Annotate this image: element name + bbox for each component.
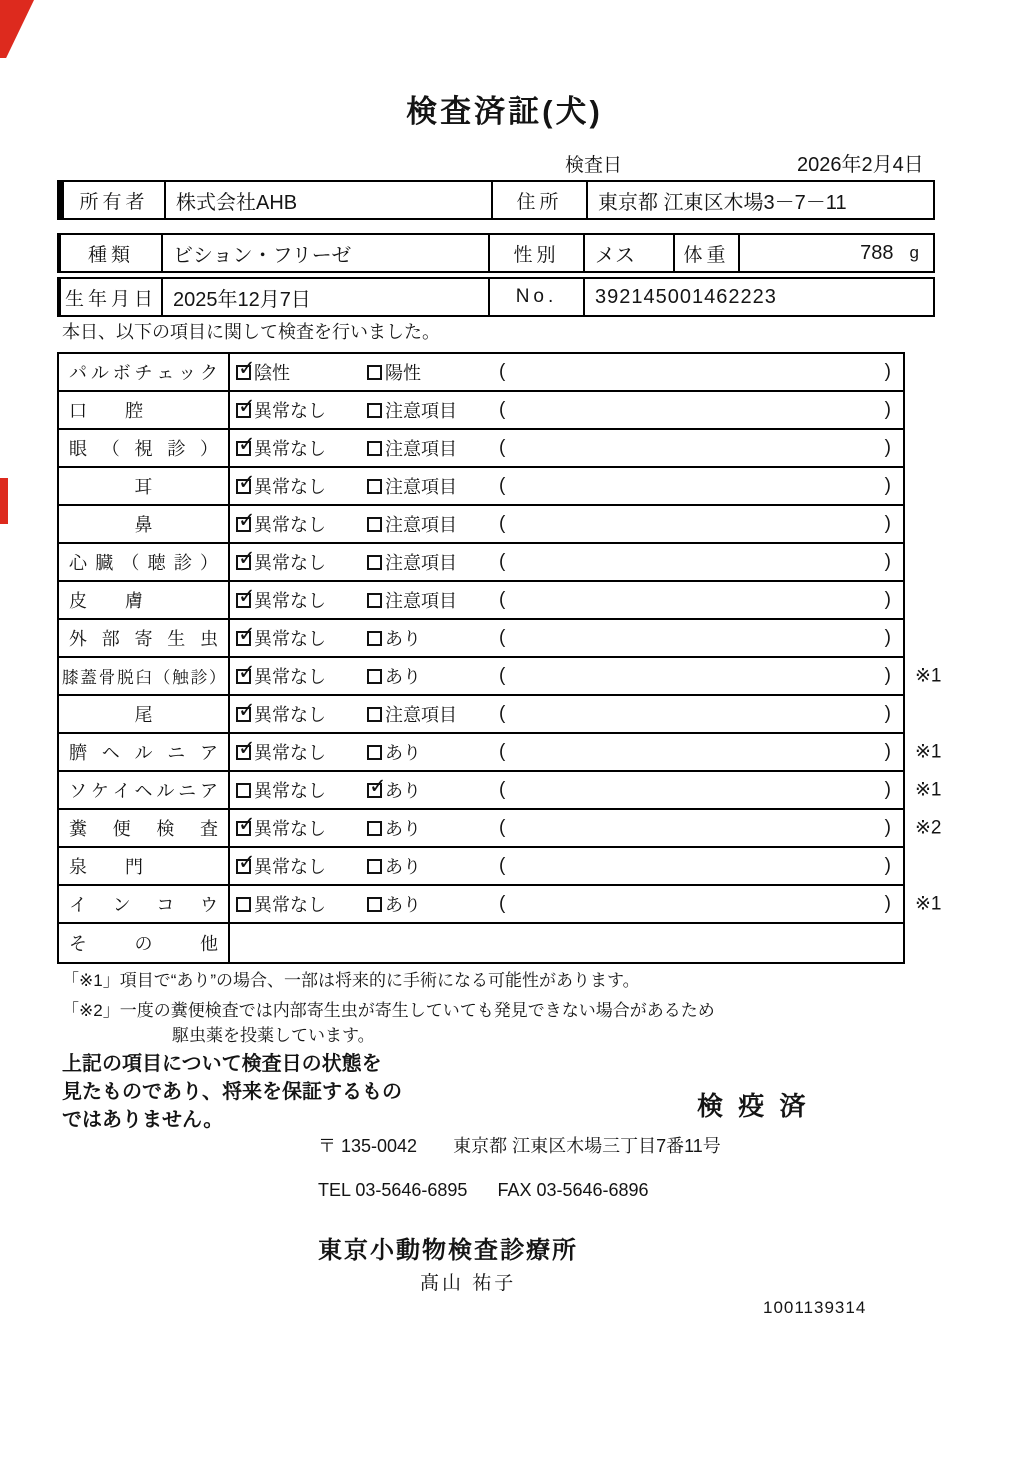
exam-option — [236, 660, 326, 689]
result-paren-open: ( — [499, 627, 506, 648]
checkbox-checked-icon: ✓ — [238, 850, 256, 874]
exam-option — [367, 549, 457, 575]
exam-row-body — [230, 772, 903, 808]
sex-value: メス — [585, 235, 675, 271]
exam-item-label: 心 臓 （ 聴 診 ） — [59, 544, 230, 580]
exam-option — [367, 891, 421, 917]
exam-table — [57, 352, 942, 964]
result-paren-close: ) — [884, 475, 891, 496]
exam-option-label: あり — [385, 819, 421, 839]
exam-row-14 — [59, 848, 903, 886]
exam-row-body — [230, 468, 903, 504]
checkbox-unchecked-icon — [367, 745, 382, 760]
exam-item-label: 口 腔 — [59, 392, 230, 428]
checkbox-unchecked-icon — [367, 897, 382, 912]
exam-item-label: 臍 ヘ ル ニ ア — [59, 734, 230, 770]
exam-option-label: あり — [385, 667, 421, 687]
exam-row-body — [230, 506, 903, 542]
exam-option — [367, 511, 457, 537]
exam-row-8 — [59, 620, 903, 658]
exam-row-1 — [59, 354, 903, 392]
exam-option — [367, 473, 457, 499]
birthdate-label: 生年月日 — [61, 279, 163, 315]
owner-label: 所有者 — [64, 182, 166, 218]
disclaimer-line-3: ではありません。 — [62, 1109, 224, 1131]
footnote-mark: ※1 — [915, 741, 942, 763]
result-paren-close: ) — [884, 551, 891, 572]
exam-option-label: 異常なし — [254, 439, 326, 459]
exam-row-body — [230, 848, 903, 884]
clinic-fax: FAX 03-5646-6896 — [497, 1180, 649, 1200]
exam-option-label: あり — [385, 743, 421, 763]
result-paren-close: ) — [884, 779, 891, 800]
checkbox-checked-icon: ✓ — [369, 774, 387, 798]
result-paren-close: ) — [884, 855, 891, 876]
exam-option — [367, 587, 457, 613]
checkbox-checked-icon: ✓ — [238, 622, 256, 646]
exam-option-label: 注意項目 — [385, 553, 457, 573]
breed-sex-weight-table — [57, 233, 935, 273]
footnote-mark: ※1 — [915, 893, 942, 915]
exam-row-4 — [59, 468, 903, 506]
clinic-address-line — [318, 1132, 721, 1158]
exam-option — [367, 815, 421, 841]
exam-option-label: あり — [385, 781, 421, 801]
result-paren-close: ) — [884, 741, 891, 762]
clinic-postal-code: 〒 135-0042 — [318, 1136, 418, 1156]
inspection-date-label: 検査日 — [565, 155, 623, 176]
exam-option-label: 注意項目 — [385, 401, 457, 421]
exam-option-label: 異常なし — [254, 819, 326, 839]
exam-option — [236, 850, 326, 879]
exam-option — [236, 622, 326, 651]
address-label: 住所 — [493, 182, 588, 218]
exam-option-label: 異常なし — [254, 743, 326, 763]
exam-item-label: 外 部 寄 生 虫 — [59, 620, 230, 656]
result-paren-close: ) — [884, 893, 891, 914]
exam-row-11 — [59, 734, 942, 772]
exam-option-label: 注意項目 — [385, 515, 457, 535]
result-paren-open: ( — [499, 361, 506, 382]
clinic-phone-line — [318, 1180, 649, 1201]
result-paren-open: ( — [499, 855, 506, 876]
checkbox-unchecked-icon — [367, 593, 382, 608]
exam-option — [367, 774, 421, 803]
exam-option — [236, 432, 326, 461]
exam-item-label: パ ル ボ チ ェ ッ ク — [59, 354, 230, 390]
exam-option-label: 異常なし — [254, 515, 326, 535]
registration-no-value: 392145001462223 — [595, 285, 777, 308]
exam-item-label: 糞 便 検 査 — [59, 810, 230, 846]
exam-option — [236, 470, 326, 499]
address-value: 東京都 江東区木場3－7－11 — [598, 191, 847, 214]
result-paren-close: ) — [884, 589, 891, 610]
checkbox-unchecked-icon — [236, 783, 251, 798]
exam-option — [367, 663, 421, 689]
exam-row-body — [230, 392, 903, 428]
exam-option-label: 注意項目 — [385, 439, 457, 459]
breed-label: 種類 — [61, 235, 163, 271]
exam-row-body — [230, 734, 903, 770]
exam-option-label: あり — [385, 629, 421, 649]
exam-option — [236, 812, 326, 841]
checkbox-checked-icon: ✓ — [238, 584, 256, 608]
checkbox-checked-icon: ✓ — [238, 546, 256, 570]
exam-item-label: 眼 （ 視 診 ） — [59, 430, 230, 466]
disclaimer-line-1: 上記の項目について検査日の状態を — [62, 1053, 382, 1075]
document-title: 検査済証(犬) — [406, 94, 603, 129]
checkbox-checked-icon: ✓ — [238, 356, 256, 380]
exam-option — [236, 777, 326, 803]
disclaimer-text — [62, 1050, 402, 1134]
inspection-date-value: 2026年2月4日 — [797, 154, 924, 176]
exam-option-label: 異常なし — [254, 781, 326, 801]
checkbox-unchecked-icon — [367, 555, 382, 570]
owner-table — [57, 180, 935, 220]
checkbox-checked-icon: ✓ — [238, 736, 256, 760]
exam-option-label: 異常なし — [254, 857, 326, 877]
checkbox-checked-icon: ✓ — [238, 394, 256, 418]
exam-option-label: 異常なし — [254, 667, 326, 687]
weight-value-cell — [740, 235, 933, 271]
result-paren-close: ) — [884, 703, 891, 724]
exam-option-label: 異常なし — [254, 895, 326, 915]
exam-option-label: 注意項目 — [385, 591, 457, 611]
result-paren-open: ( — [499, 589, 506, 610]
checkbox-unchecked-icon — [367, 479, 382, 494]
birthdate-value: 2025年12月7日 — [163, 279, 490, 315]
footnote-mark: ※2 — [915, 817, 942, 839]
exam-row-body — [230, 658, 903, 694]
result-paren-open: ( — [499, 665, 506, 686]
exam-option — [236, 394, 326, 423]
clinic-name: 東京小動物検査診療所 — [318, 1237, 578, 1264]
exam-row-9 — [59, 658, 942, 696]
checkbox-unchecked-icon — [236, 897, 251, 912]
exam-item-label: そ の 他 — [59, 924, 230, 962]
checkbox-unchecked-icon — [367, 365, 382, 380]
exam-option — [367, 397, 457, 423]
result-paren-close: ) — [884, 437, 891, 458]
exam-item-label: ソ ケ イ ヘ ル ニ ア — [59, 772, 230, 808]
weight-unit: g — [909, 243, 919, 262]
result-paren-open: ( — [499, 475, 506, 496]
exam-option — [367, 739, 421, 765]
weight-value: 788 — [860, 241, 894, 264]
exam-option — [367, 625, 421, 651]
exam-row-3 — [59, 430, 903, 468]
checkbox-checked-icon: ✓ — [238, 470, 256, 494]
exam-option-label: 異常なし — [254, 705, 326, 725]
result-paren-open: ( — [499, 437, 506, 458]
footnote-1: 「※1」項目で“あり”の場合、一部は将来的に手術になる可能性があります。 — [62, 971, 640, 990]
exam-row-15 — [59, 886, 942, 924]
exam-option — [236, 584, 326, 613]
result-paren-open: ( — [499, 741, 506, 762]
checkbox-unchecked-icon — [367, 707, 382, 722]
exam-row-13 — [59, 810, 942, 848]
exam-row-16 — [59, 924, 903, 962]
clinic-address: 東京都 江東区木場三丁目7番11号 — [453, 1136, 721, 1156]
exam-row-body — [230, 810, 903, 846]
checkbox-unchecked-icon — [367, 631, 382, 646]
weight-label: 体重 — [675, 235, 740, 271]
scan-artifact-red-strip-icon — [0, 478, 8, 524]
exam-option-label: あり — [385, 895, 421, 915]
disclaimer-line-2: 見たものであり、将来を保証するもの — [62, 1081, 402, 1103]
checkbox-checked-icon: ✓ — [238, 508, 256, 532]
exam-row-body — [230, 430, 903, 466]
exam-option-label: 注意項目 — [385, 705, 457, 725]
exam-option — [236, 546, 326, 575]
result-paren-close: ) — [884, 817, 891, 838]
result-paren-open: ( — [499, 817, 506, 838]
exam-item-label: 耳 — [59, 468, 230, 504]
result-paren-close: ) — [884, 361, 891, 382]
breed-value: ビション・フリーゼ — [163, 235, 490, 271]
exam-row-5 — [59, 506, 903, 544]
exam-option — [236, 508, 326, 537]
result-paren-close: ) — [884, 399, 891, 420]
result-paren-open: ( — [499, 399, 506, 420]
exam-row-10 — [59, 696, 903, 734]
exam-option — [367, 853, 421, 879]
exam-option-label: 異常なし — [254, 401, 326, 421]
document-code: 1001139314 — [763, 1298, 867, 1317]
checkbox-unchecked-icon — [367, 403, 382, 418]
clinic-representative: 髙山 祐子 — [420, 1273, 517, 1294]
footnote-2-line2: 駆虫薬を投薬しています。 — [172, 1026, 375, 1045]
intro-text: 本日、以下の項目に関して検査を行いました。 — [62, 322, 440, 342]
footnote-2-line1: 「※2」一度の糞便検査では内部寄生虫が寄生していても発見できない場合があるため — [62, 1001, 715, 1020]
checkbox-checked-icon: ✓ — [238, 698, 256, 722]
exam-item-label: 尾 — [59, 696, 230, 732]
exam-option-label: 陽性 — [385, 363, 421, 383]
exam-row-body — [230, 544, 903, 580]
exam-row-body — [230, 582, 903, 618]
exam-item-label: 皮 膚 — [59, 582, 230, 618]
exam-option — [367, 701, 457, 727]
exam-row-body — [230, 696, 903, 732]
exam-item-label: イ ン コ ウ — [59, 886, 230, 922]
checkbox-unchecked-icon — [367, 517, 382, 532]
registration-no-label: No. — [490, 279, 585, 315]
exam-option-label: 異常なし — [254, 477, 326, 497]
scan-artifact-red-corner-icon — [0, 0, 34, 58]
sex-label: 性別 — [490, 235, 585, 271]
exam-option — [236, 698, 326, 727]
exam-row-12 — [59, 772, 942, 810]
exam-item-label: 泉 門 — [59, 848, 230, 884]
exam-row-2 — [59, 392, 903, 430]
exam-item-label: 鼻 — [59, 506, 230, 542]
exam-row-body — [230, 886, 903, 922]
exam-option — [236, 891, 326, 917]
exam-row-7 — [59, 582, 903, 620]
footnote-mark: ※1 — [915, 779, 942, 801]
birthdate-number-table — [57, 277, 935, 317]
exam-row-body — [230, 354, 903, 390]
exam-option — [236, 356, 290, 385]
exam-row-6 — [59, 544, 903, 582]
exam-option-label: 陰性 — [254, 363, 290, 383]
exam-option-label: 異常なし — [254, 629, 326, 649]
exam-option — [367, 435, 457, 461]
result-paren-close: ) — [884, 513, 891, 534]
exam-option-label: 異常なし — [254, 591, 326, 611]
result-paren-open: ( — [499, 779, 506, 800]
quarantine-stamp: 検 疫 済 — [697, 1091, 810, 1121]
result-paren-open: ( — [499, 513, 506, 534]
exam-option — [367, 359, 421, 385]
checkbox-unchecked-icon — [367, 821, 382, 836]
clinic-tel: TEL 03-5646-6895 — [318, 1180, 468, 1200]
checkbox-checked-icon: ✓ — [238, 812, 256, 836]
exam-option-label: 注意項目 — [385, 477, 457, 497]
owner-value: 株式会社AHB — [166, 182, 493, 218]
result-paren-open: ( — [499, 551, 506, 572]
result-paren-close: ) — [884, 665, 891, 686]
exam-option-label: あり — [385, 857, 421, 877]
exam-row-body — [230, 620, 903, 656]
exam-row-body — [230, 924, 903, 962]
exam-item-label: 膝 蓋 骨 脱 臼 （ 触 診 ） — [59, 658, 230, 694]
result-paren-open: ( — [499, 893, 506, 914]
result-paren-close: ) — [884, 627, 891, 648]
checkbox-checked-icon: ✓ — [238, 432, 256, 456]
exam-option-label: 異常なし — [254, 553, 326, 573]
exam-option — [236, 736, 326, 765]
result-paren-open: ( — [499, 703, 506, 724]
checkbox-unchecked-icon — [367, 669, 382, 684]
checkbox-checked-icon: ✓ — [238, 660, 256, 684]
checkbox-unchecked-icon — [367, 859, 382, 874]
checkbox-unchecked-icon — [367, 441, 382, 456]
footnote-mark: ※1 — [915, 665, 942, 687]
